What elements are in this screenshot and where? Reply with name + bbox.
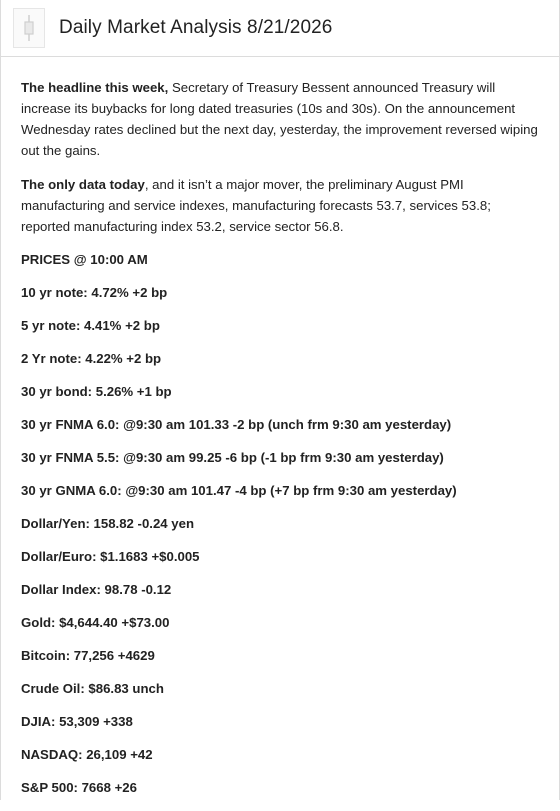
article-header [1,0,559,57]
prices-heading: PRICES @ 10:00 AM [21,252,148,267]
price-gnma-6: 30 yr GNMA 6.0: @9:30 am 101.47 -4 bp (+7 bp frm 9:30 am yesterday) [21,483,457,498]
paragraph-text: , and it isn’t a major mover, the preliminary August PMI manufacturing and service indexes, manufacturing forecasts 53.7, services 53.8; reported manufacturing index 53.2, service sector 56.8. [21,177,491,234]
prices-list [21,283,539,811]
price-crude-oil: Crude Oil: $86.83 unch [21,681,164,696]
price-5yr-note: 5 yr note: 4.41% +2 bp [21,318,160,333]
price-dollar-yen: Dollar/Yen: 158.82 -0.24 yen [21,516,194,531]
candlestick-logo-icon [13,8,45,48]
price-sp500: S&P 500: 7668 +26 [21,780,137,795]
price-dollar-index: Dollar Index: 98.78 -0.12 [21,582,172,597]
price-fnma-6: 30 yr FNMA 6.0: @9:30 am 101.33 -2 bp (unch frm 9:30 am yesterday) [21,417,452,432]
price-bitcoin: Bitcoin: 77,256 +4629 [21,648,155,663]
price-nasdaq: NASDAQ: 26,109 +42 [21,747,153,762]
price-gold: Gold: $4,644.40 +$73.00 [21,615,170,630]
article-body [1,57,559,811]
paragraph-lead: The headline this week, [21,80,169,95]
data-paragraph [21,174,539,237]
price-2yr-note: 2 Yr note: 4.22% +2 bp [21,351,162,366]
price-30yr-bond: 30 yr bond: 5.26% +1 bp [21,384,172,399]
price-dollar-euro: Dollar/Euro: $1.1683 +$0.005 [21,549,200,564]
headline-paragraph [21,77,539,161]
price-10yr-note: 10 yr note: 4.72% +2 bp [21,285,168,300]
paragraph-text: Secretary of Treasury Bessent announced Treasury will increase its buybacks for long dated treasuries (10s and 30s). On the announcement Wednesday rates declined but the next day, yesterday, the improvement reversed wiping out the gains. [21,80,538,158]
price-fnma-5-5: 30 yr FNMA 5.5: @9:30 am 99.25 -6 bp (-1 bp frm 9:30 am yesterday) [21,450,444,465]
page-title: Daily Market Analysis 8/21/2026 [59,17,333,38]
paragraph-lead: The only data today [21,177,145,192]
price-djia: DJIA: 53,309 +338 [21,714,133,729]
